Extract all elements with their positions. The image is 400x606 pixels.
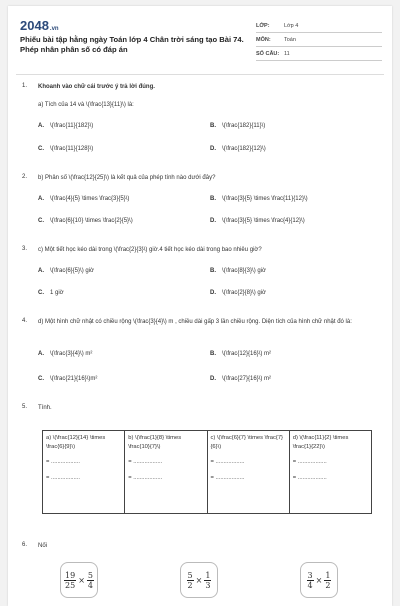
q4-option-d[interactable]: D. \(\frac{27}{16}\) m²: [210, 376, 272, 382]
q2-option-c[interactable]: C. \(\frac{6}{10} \times \frac{2}{5}\): [38, 218, 133, 224]
q4-option-c[interactable]: C. \(\frac{21}{16}\)m²: [38, 376, 98, 382]
answer-line[interactable]: = ..................: [210, 459, 245, 465]
q2-option-b[interactable]: B. \(\frac{3}{5} \times \frac{11}{12}\): [210, 196, 308, 202]
q3-option-c[interactable]: C. 1 giờ: [38, 290, 64, 296]
site-logo: 2048.vn: [20, 18, 59, 33]
calc-cell-d: d) \(\frac{11}{2} \times \frac{1}{22}\) = .................. = ..................: [289, 431, 371, 514]
answer-line[interactable]: = ..................: [210, 474, 245, 481]
calc-cell-b: b) \(\frac{1}{8} \times \frac{10}{7}\) = .................. = ..................: [125, 431, 207, 514]
calc-table: [42, 430, 372, 514]
meta-row-count: SỐ CÂU: 11: [256, 47, 382, 61]
page-title: Phiếu bài tập hằng ngày Toán lớp 4 Chân trời sáng tạo Bài 74. Phép nhân phân số có đáp án: [20, 35, 244, 54]
meta-info: [256, 19, 382, 61]
q2-option-a[interactable]: A. \(\frac{4}{5} \times \frac{3}{5}\): [38, 196, 130, 202]
meta-row-class: LỚP: Lớp 4: [256, 19, 382, 33]
q4-option-a[interactable]: A. \(\frac{3}{4}\) m²: [38, 351, 93, 357]
worksheet-page: 2048.vn Phiếu bài tập hằng ngày Toán lớp 4 Chân trời sáng tạo Bài 74. Phép nhân phân số có đáp án LỚP: Lớp 4 MÔN: Toán SỐ CÂU: 11 1. Khoanh vào chữ cái trước ý trả lời đúng. a) Tích của 14 và \(\frac{13}{11}\) là: A. \(\frac{11}{182}\) B. \(\frac{182}{11}\) C. \(\frac{11}{128}\) D. \(\frac{182}{12}\) 2. b) Phân số \(\frac{12}{25}\) là kết quả của phép tính nào dưới đây? A. \(\frac{4}{5} \times \frac{3}{5}\) B. \(\frac{3}{5} \times \frac{11}{12}\) C. \(\frac{6}{10} \times \frac{2}{5}\) D. \(\frac{3}{5} \times \frac{4}{12}\) 3. c) Một tiết học kéo dài trong \(\frac{2}{3}\) giờ.4 tiết học kéo dài trong bao nhiêu giờ? A. \(\frac{6}{5}\) giờ B. \(\frac{8}{3}\) giờ C. 1 giờ D. \(\frac{2}{8}\) giờ 4. d) Một hình chữ nhật có chiều rộng \(\frac{3}{4}\) m , chiều dài gấp 3 lần chiều rộng. Diện tích của hình chữ nhật đó là: A. \(\frac{3}{4}\) m² B. \(\frac{12}{16}\) m² C. \(\frac{21}{16}\)m² D. \(\frac{27}{16}\) m² 5. Tính. a) \(\frac{12}{14} \times \frac{6}{9}\) = .................. = .................. b) \(\frac{1}{8} \times \frac{10}{7}\) = .................. = .................. c) \(\frac{6}{7} \times \frac{7}{6}\) = .................. = .................. d) \(\frac{11}{2} \times \frac{1}{22}\) = .................. = .................. 6. Nối $\frac{19}{25}$ × $\frac{5}{4}$ $\frac{5}{2}$ × $\frac{1}{3}$ $\frac{3}{4}$ × $\frac{1}{2}$: [8, 6, 392, 606]
meta-row-subject: MÔN: Toán: [256, 33, 382, 47]
q2-option-d[interactable]: D. \(\frac{3}{5} \times \frac{4}{12}\): [210, 218, 305, 224]
answer-line[interactable]: = ..................: [292, 459, 327, 465]
match-card-3[interactable]: $\frac{3}{4}$ × $\frac{1}{2}$: [300, 562, 338, 598]
match-card-1[interactable]: $\frac{19}{25}$ × $\frac{5}{4}$: [60, 562, 98, 598]
answer-line[interactable]: = ..................: [46, 459, 80, 465]
q3-option-a[interactable]: A. \(\frac{6}{5}\) giờ: [38, 268, 94, 274]
calc-cell-a: a) \(\frac{12}{14} \times \frac{6}{9}\) = .................. = ..................: [43, 431, 125, 514]
q1-option-b[interactable]: B. \(\frac{182}{11}\): [210, 123, 266, 129]
calc-cell-c: c) \(\frac{6}{7} \times \frac{7}{6}\) = .................. = ..................: [207, 431, 289, 514]
q3-option-d[interactable]: D. \(\frac{2}{8}\) giờ: [210, 290, 266, 296]
answer-line[interactable]: = ..................: [128, 474, 163, 481]
q1-option-c[interactable]: C. \(\frac{11}{128}\): [38, 146, 94, 152]
answer-line[interactable]: = ..................: [46, 474, 80, 481]
match-card-2[interactable]: $\frac{5}{2}$ × $\frac{1}{3}$: [180, 562, 218, 598]
q1-option-d[interactable]: D. \(\frac{182}{12}\): [210, 146, 266, 152]
answer-line[interactable]: = ..................: [128, 459, 163, 465]
q4-option-b[interactable]: B. \(\frac{12}{16}\) m²: [210, 351, 272, 357]
answer-line[interactable]: = ..................: [292, 474, 327, 481]
q1-option-a[interactable]: A. \(\frac{11}{182}\): [38, 123, 94, 129]
q3-option-b[interactable]: B. \(\frac{8}{3}\) giờ: [210, 268, 266, 274]
divider: [16, 74, 384, 75]
